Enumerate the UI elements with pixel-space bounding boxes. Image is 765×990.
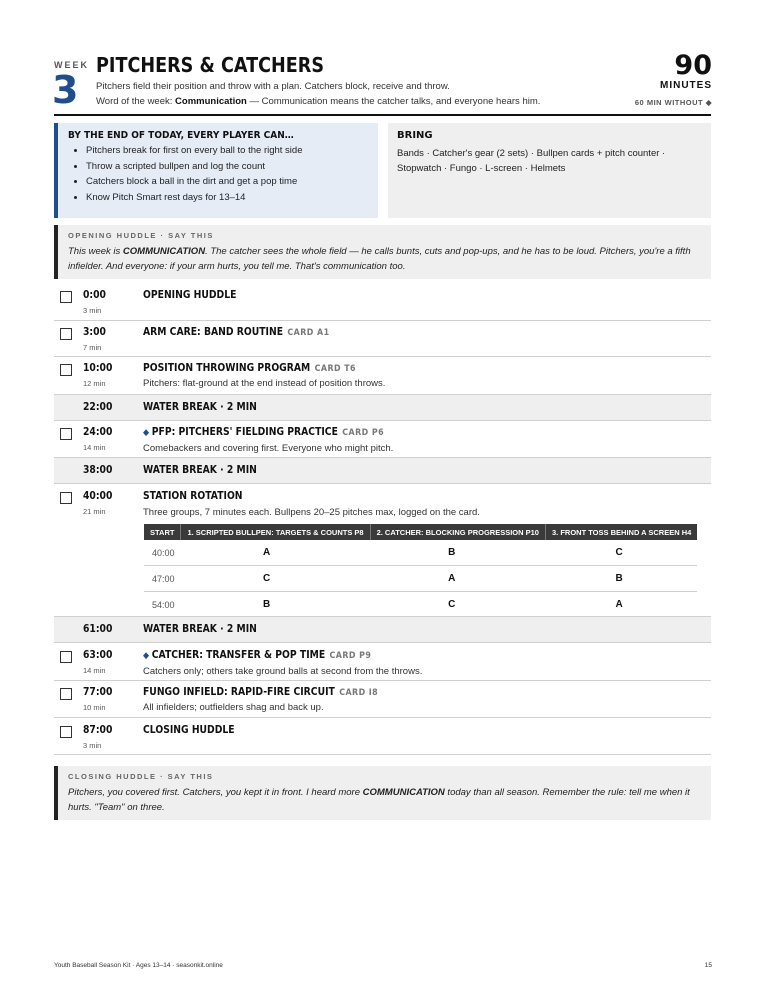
row-duration: 14 min xyxy=(83,443,106,452)
row-duration: 12 min xyxy=(83,379,106,388)
rotation-row xyxy=(144,566,697,592)
opening-text-post: . The catcher sees the whole field — he calls bunts, cuts and pop-ups, and he has to be loud. Pitchers, you're a fifth infielder. And everyone: if your arm hurts, you tell me. That's communication too. xyxy=(68,246,691,272)
activity-label: PFP: PITCHERS' FIELDING PRACTICE xyxy=(151,426,338,438)
row-time: 24:00 xyxy=(83,426,113,438)
minutes-without-note: 60 MIN WITHOUT ◆ xyxy=(634,98,712,107)
minutes-number: 90 xyxy=(674,50,712,81)
schedule-row xyxy=(54,681,711,718)
activity-label: POSITION THROWING PROGRAM xyxy=(143,362,311,374)
goals-title: BY THE END OF TODAY, EVERY PLAYER CAN… xyxy=(68,130,294,141)
checkbox[interactable] xyxy=(60,328,72,340)
rotation-header: 3. FRONT TOSS BEHIND A SCREEN H4 xyxy=(545,524,697,540)
row-activity xyxy=(143,426,384,438)
rotation-table xyxy=(144,524,697,618)
activity-label: OPENING HUDDLE xyxy=(143,289,237,301)
schedule-row xyxy=(54,421,711,458)
goals-list xyxy=(58,143,303,205)
checkbox[interactable] xyxy=(60,364,72,376)
row-duration: 14 min xyxy=(83,666,106,675)
rotation-start: 54:00 xyxy=(144,592,181,618)
bring-box xyxy=(388,123,711,218)
checkbox[interactable] xyxy=(60,428,72,440)
rotation-group: C xyxy=(545,540,697,566)
rotation-header-row xyxy=(144,524,697,540)
header-divider xyxy=(54,114,711,116)
row-time: 63:00 xyxy=(83,649,113,661)
minutes-label: MINUTES xyxy=(660,80,712,91)
card-ref: CARD T6 xyxy=(314,364,357,374)
card-ref: CARD I8 xyxy=(339,688,379,698)
row-activity xyxy=(143,649,371,661)
closing-huddle-box xyxy=(54,766,711,820)
opening-huddle-box xyxy=(54,225,711,279)
row-time: 22:00 xyxy=(83,401,113,413)
schedule-row xyxy=(54,718,711,755)
water-break-row xyxy=(54,458,711,484)
word-of-the-week xyxy=(96,96,540,107)
footer-text: Youth Baseball Season Kit · Ages 13–14 · seasonkit.online xyxy=(54,962,223,969)
checkbox[interactable] xyxy=(60,726,72,738)
page-title: PITCHERS & CATCHERS xyxy=(96,53,325,77)
row-duration: 3 min xyxy=(83,306,102,315)
checkbox[interactable] xyxy=(60,492,72,504)
bring-title: BRING xyxy=(397,130,433,141)
row-activity xyxy=(143,724,235,736)
schedule-row xyxy=(54,321,711,357)
rotation-group: A xyxy=(181,540,370,566)
goal-item: • Pitchers break for first on every ball to the right side xyxy=(86,143,303,159)
page-subtitle: Pitchers field their position and throw with a plan. Catchers block, receive and throw. xyxy=(96,81,450,92)
rotation-header: 2. CATCHER: BLOCKING PROGRESSION P10 xyxy=(370,524,545,540)
goal-item: • Throw a scripted bullpen and log the count xyxy=(86,159,303,175)
opening-emphasis: COMMUNICATION xyxy=(122,246,206,257)
activity-label: WATER BREAK · 2 MIN xyxy=(143,623,257,635)
row-note: Pitchers: flat-ground at the end instead of position throws. xyxy=(143,378,386,389)
opening-text-pre: This week is xyxy=(68,246,123,257)
row-note: All infielders; outfielders shag and back up. xyxy=(143,702,324,713)
card-ref: CARD P6 xyxy=(342,428,385,438)
row-note: Comebackers and covering first. Everyone who might pitch. xyxy=(143,443,394,454)
diamond-icon: ◆ xyxy=(143,428,150,438)
rotation-start: 40:00 xyxy=(144,540,181,566)
row-time: 3:00 xyxy=(83,326,106,338)
word-definition: — Communication means the catcher talks, and everyone hears him. xyxy=(246,96,541,107)
activity-label: WATER BREAK · 2 MIN xyxy=(143,464,257,476)
checkbox[interactable] xyxy=(60,688,72,700)
row-activity xyxy=(143,623,257,635)
row-time: 38:00 xyxy=(83,464,113,476)
row-time: 0:00 xyxy=(83,289,106,301)
closing-huddle-text xyxy=(68,785,698,815)
rotation-group: C xyxy=(370,592,545,618)
rotation-group: B xyxy=(181,592,370,618)
activity-label: ARM CARE: BAND ROUTINE xyxy=(143,326,284,338)
schedule-row xyxy=(54,357,711,395)
row-time: 40:00 xyxy=(83,490,113,502)
checkbox[interactable] xyxy=(60,651,72,663)
row-activity xyxy=(143,289,236,301)
row-activity xyxy=(143,326,330,338)
week-number: 3 xyxy=(52,68,79,112)
row-duration: 3 min xyxy=(83,741,102,750)
rotation-row xyxy=(144,540,697,566)
row-note: Three groups, 7 minutes each. Bullpens 20–25 pitches max, logged on the card. xyxy=(143,507,480,518)
row-time: 77:00 xyxy=(83,686,113,698)
schedule-row xyxy=(54,284,711,321)
water-break-row xyxy=(54,395,711,421)
activity-label: STATION ROTATION xyxy=(143,490,243,502)
row-time: 61:00 xyxy=(83,623,113,635)
activity-label: CLOSING HUDDLE xyxy=(143,724,235,736)
rotation-group: B xyxy=(545,566,697,592)
row-note: Catchers only; others take ground balls at second from the throws. xyxy=(143,666,423,677)
row-time: 87:00 xyxy=(83,724,113,736)
card-ref: CARD A1 xyxy=(287,328,330,338)
word: Communication xyxy=(175,96,247,107)
rotation-start: 47:00 xyxy=(144,566,181,592)
page-number: 15 xyxy=(704,962,712,969)
goals-box xyxy=(54,123,378,218)
closing-emphasis: COMMUNICATION xyxy=(362,787,445,798)
rotation-group: C xyxy=(181,566,370,592)
opening-huddle-label: OPENING HUDDLE · SAY THIS xyxy=(68,231,214,240)
goal-item: • Know Pitch Smart rest days for 13–14 xyxy=(86,190,303,206)
activity-label: FUNGO INFIELD: RAPID-FIRE CIRCUIT xyxy=(143,686,335,698)
rotation-row xyxy=(144,592,697,618)
row-activity xyxy=(143,490,243,502)
rotation-group: B xyxy=(370,540,545,566)
rotation-header: 1. SCRIPTED BULLPEN: TARGETS & COUNTS P8 xyxy=(181,524,370,540)
schedule-row xyxy=(54,643,711,681)
activity-label: CATCHER: TRANSFER & POP TIME xyxy=(151,649,326,661)
water-break-row xyxy=(54,617,711,643)
closing-text-pre: Pitchers, you covered first. Catchers, you kept it in front. I heard more xyxy=(68,787,363,798)
opening-huddle-text xyxy=(68,244,698,274)
rotation-header: START xyxy=(144,524,181,540)
row-activity xyxy=(143,401,257,413)
word-prefix: Word of the week: xyxy=(96,96,176,107)
diamond-icon: ◆ xyxy=(143,651,150,661)
goal-item: • Catchers block a ball in the dirt and get a pop time xyxy=(86,174,303,190)
row-time: 10:00 xyxy=(83,362,113,374)
rotation-group: A xyxy=(545,592,697,618)
bring-list: Bands · Catcher's gear (2 sets) · Bullpen cards + pitch counter · Stopwatch · Fungo · L-screen · Helmets xyxy=(397,148,666,174)
week-label: WEEK xyxy=(54,60,89,70)
closing-huddle-label: CLOSING HUDDLE · SAY THIS xyxy=(68,772,214,781)
row-activity xyxy=(143,464,257,476)
activity-label: WATER BREAK · 2 MIN xyxy=(143,401,257,413)
row-activity xyxy=(143,362,356,374)
row-duration: 21 min xyxy=(83,507,106,516)
row-duration: 10 min xyxy=(83,703,106,712)
closing-text-post: today than all season. Remember the rule: tell me when it hurts. "Team" on three. xyxy=(68,787,690,813)
rotation-group: A xyxy=(370,566,545,592)
card-ref: CARD P9 xyxy=(329,651,372,661)
checkbox[interactable] xyxy=(60,291,72,303)
row-duration: 7 min xyxy=(83,343,102,352)
row-activity xyxy=(143,686,378,698)
